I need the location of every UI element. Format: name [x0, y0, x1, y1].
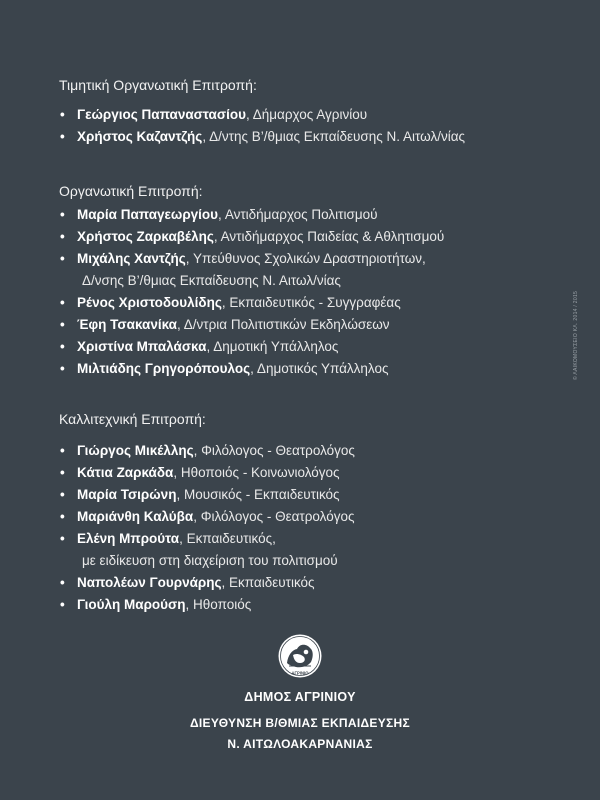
member-list: [59, 440, 539, 616]
member-name: Χρήστος Καζαντζής: [77, 129, 203, 144]
prefecture-name: Ν. ΑΙΤΩΛΟΑΚΑΡΝΑΝΙΑΣ: [227, 737, 373, 751]
member-name: Μαρία Παπαγεωργίου: [77, 207, 219, 222]
member-name: Κάτια Ζαρκάδα: [77, 465, 174, 480]
organizing-committee: [59, 182, 539, 380]
bullet: •: [60, 229, 65, 244]
member-role: Αντιδήμαρχος Πολιτισμού: [224, 207, 378, 222]
member-role: Δημοτική Υπάλληλος: [213, 339, 339, 354]
list-item: • Μιλτιάδης Γρηγορόπουλος, Δημοτικός Υπάλληλος: [59, 358, 539, 380]
section-title: Τιμητική Οργανωτική Επιτροπή:: [59, 77, 257, 93]
member-role: Δ/ντρια Πολιτιστικών Εκδηλώσεων: [183, 317, 390, 332]
list-item: • Γεώργιος Παπαναστασίου, Δήμαρχος Αγρινίου: [59, 104, 539, 126]
bullet: •: [60, 317, 65, 332]
member-name: Μαριάνθη Καλύβα: [77, 509, 194, 524]
member-list: [59, 204, 539, 380]
bullet: •: [60, 107, 65, 122]
bullet: •: [60, 487, 65, 502]
bullet: •: [60, 575, 65, 590]
member-list: [59, 104, 539, 148]
list-item: • Ναπολέων Γουρνάρης, Εκπαιδευτικός: [59, 572, 539, 594]
member-name: Χριστίνα Μπαλάσκα: [77, 339, 207, 354]
member-name: Μαρία Τσιρώνη: [77, 487, 177, 502]
bullet: •: [60, 251, 65, 266]
section-title: Καλλιτεχνική Επιτροπή:: [59, 411, 206, 427]
member-name: Ναπολέων Γουρνάρης: [77, 575, 222, 590]
bullet: •: [60, 597, 65, 612]
list-item: • Χριστίνα Μπαλάσκα, Δημοτική Υπάλληλος: [59, 336, 539, 358]
list-item: • Κάτια Ζαρκάδα, Ηθοποιός - Κοινωνιολόγος: [59, 462, 539, 484]
member-name: Μιλτιάδης Γρηγορόπουλος: [77, 361, 251, 376]
seal-text: ΑΓΡΙΝΙΟ: [291, 670, 309, 676]
list-item: • Μαρία Παπαγεωργίου, Αντιδήμαρχος Πολιτισμού: [59, 204, 539, 226]
municipality-name: ΔΗΜΟΣ ΑΓΡΙΝΙΟΥ: [244, 690, 356, 704]
member-role: Δήμαρχος Αγρινίου: [252, 107, 368, 122]
bullet: •: [60, 531, 65, 546]
honorary-committee: [59, 76, 539, 148]
bullet: •: [60, 465, 65, 480]
list-item: • Έφη Τσακανίκα, Δ/ντρια Πολιτιστικών Εκδηλώσεων: [59, 314, 539, 336]
bullet: •: [60, 129, 65, 144]
artistic-committee: [59, 410, 539, 616]
member-role: Αντιδήμαρχος Παιδείας & Αθλητισμού: [220, 229, 445, 244]
list-item: • Γιώργος Μικέλλης, Φιλόλογος - Θεατρολόγος: [59, 440, 539, 462]
member-role-continued: με ειδίκευση στη διαχείριση του πολιτισμού: [82, 553, 338, 568]
member-role: Ηθοποιός: [193, 597, 252, 612]
member-name: Ελένη Μπρούτα: [77, 531, 180, 546]
list-item: • Χρήστος Καζαντζής, Δ/ντης Β’/θμιας Εκπαίδευσης Ν. Αιτωλ/νίας: [59, 126, 539, 148]
member-name: Χρήστος Ζαρκαβέλης: [77, 229, 214, 244]
member-role: Δ/ντης Β’/θμιας Εκπαίδευσης Ν. Αιτωλ/νίας: [209, 129, 466, 144]
member-role: Φιλόλογος - Θεατρολόγος: [200, 509, 355, 524]
list-item: • Μαριάνθη Καλύβα, Φιλόλογος - Θεατρολόγος: [59, 506, 539, 528]
bullet: •: [60, 443, 65, 458]
member-name: Έφη Τσακανίκα: [77, 317, 177, 332]
side-credit-note: © ΛΑΙΚΟΜΟΥΣΕΙΟ ΚΛ. 2014 / 2015: [573, 290, 579, 380]
member-role: Εκπαιδευτικός,: [186, 531, 276, 546]
bullet: •: [60, 295, 65, 310]
member-role: Εκπαιδευτικός - Συγγραφέας: [229, 295, 401, 310]
member-name: Ρένος Χριστοδουλίδης: [77, 295, 222, 310]
member-role: Εκπαιδευτικός: [229, 575, 315, 590]
list-item: • Γιούλη Μαρούση, Ηθοποιός: [59, 594, 539, 616]
member-role: Μουσικός - Εκπαιδευτικός: [183, 487, 340, 502]
list-item: • Μαρία Τσιρώνη, Μουσικός - Εκπαιδευτικός: [59, 484, 539, 506]
municipal-seal-icon: [277, 633, 323, 683]
bullet: •: [60, 509, 65, 524]
member-name: Μιχάλης Χαντζής: [77, 251, 186, 266]
member-role: Ηθοποιός - Κοινωνιολόγος: [180, 465, 340, 480]
section-title: Οργανωτική Επιτροπή:: [59, 183, 203, 199]
list-item: • Ελένη Μπρούτα, Εκπαιδευτικός, με ειδίκευση στη διαχείριση του πολιτισμού: [59, 528, 539, 572]
member-name: Γιούλη Μαρούση: [77, 597, 186, 612]
member-name: Γιώργος Μικέλλης: [77, 443, 194, 458]
list-item: • Μιχάλης Χαντζής, Υπεύθυνος Σχολικών Δραστηριοτήτων, Δ/νσης Β’/θμιας Εκπαίδευσης Ν. Αιτωλ/νίας: [59, 248, 539, 292]
bullet: •: [60, 339, 65, 354]
directorate-name: ΔΙΕΥΘΥΝΣΗ Β/ΘΜΙΑΣ ΕΚΠΑΙΔΕΥΣΗΣ: [190, 716, 410, 730]
bullet: •: [60, 207, 65, 222]
member-role: Φιλόλογος - Θεατρολόγος: [201, 443, 355, 458]
member-name: Γεώργιος Παπαναστασίου: [77, 107, 246, 122]
list-item: • Ρένος Χριστοδουλίδης, Εκπαιδευτικός - Συγγραφέας: [59, 292, 539, 314]
member-role-continued: Δ/νσης Β’/θμιας Εκπαίδευσης Ν. Αιτωλ/νίας: [82, 273, 341, 288]
bullet: •: [60, 361, 65, 376]
member-role: Υπεύθυνος Σχολικών Δραστηριοτήτων,: [193, 251, 426, 266]
member-role: Δημοτικός Υπάλληλος: [256, 361, 389, 376]
list-item: • Χρήστος Ζαρκαβέλης, Αντιδήμαρχος Παιδείας & Αθλητισμού: [59, 226, 539, 248]
